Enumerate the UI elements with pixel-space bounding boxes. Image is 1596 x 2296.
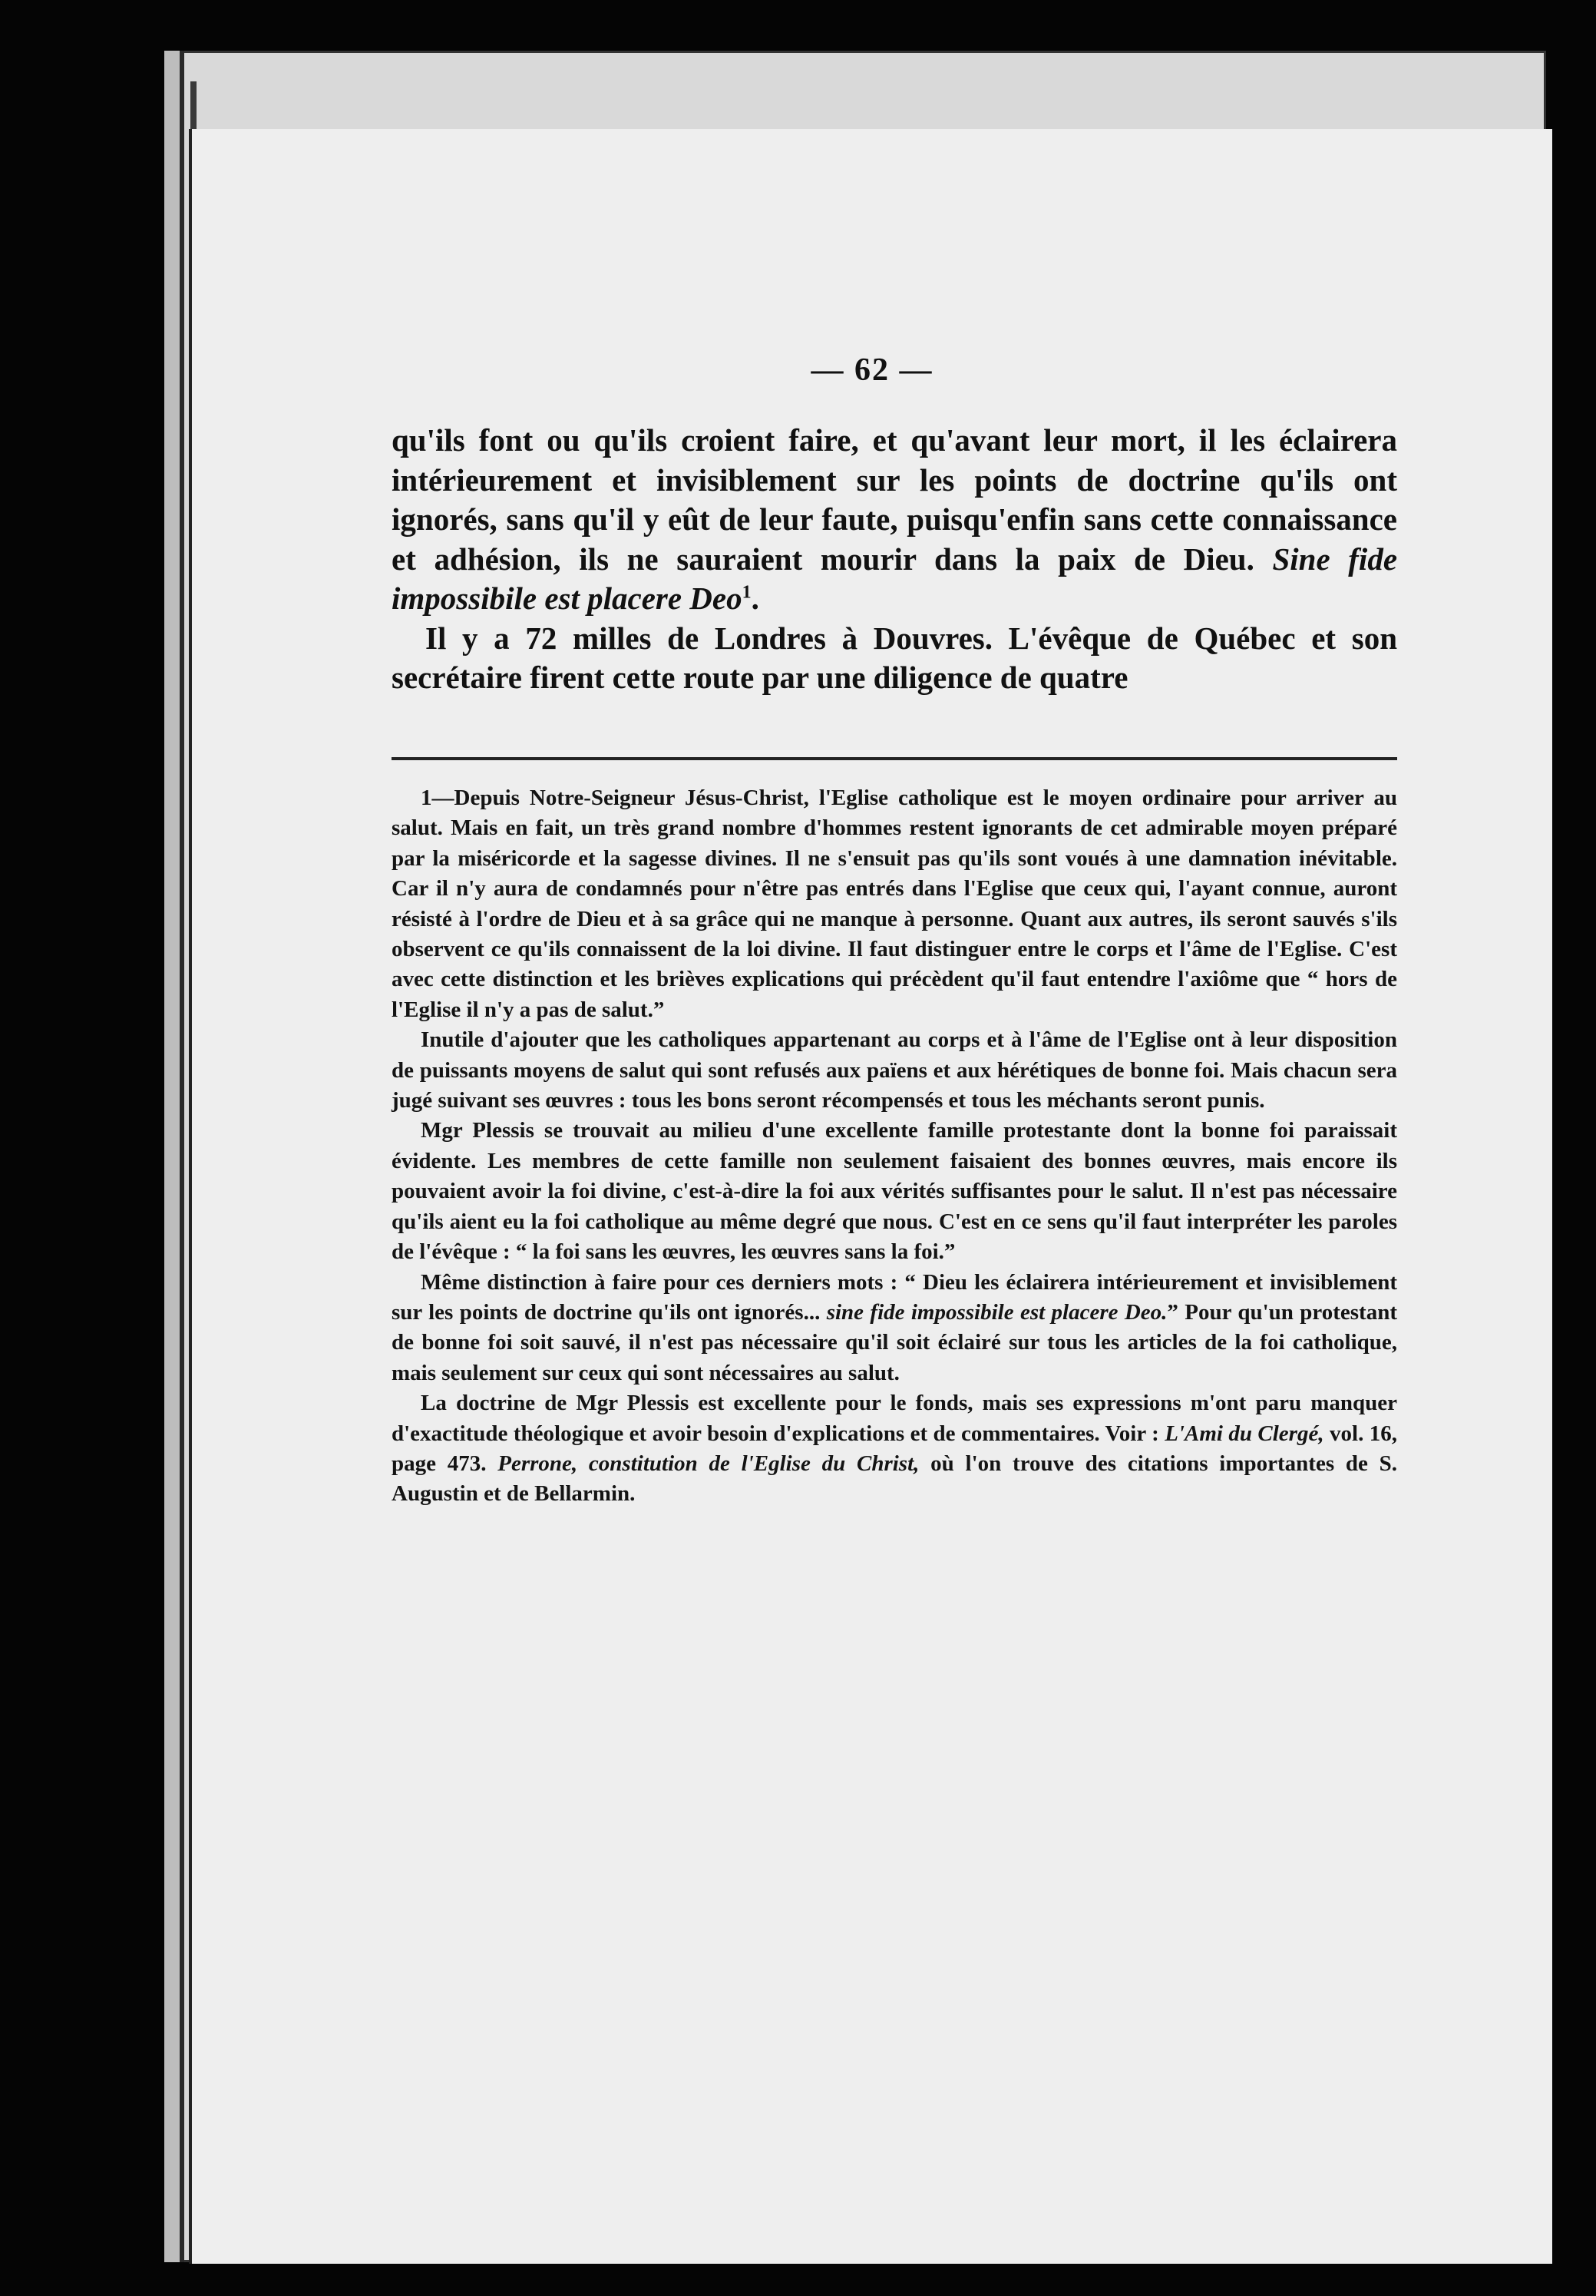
footnote-paragraph-4 (392, 1268, 1397, 1389)
footnote-paragraph-3 (392, 1116, 1397, 1267)
main-text (392, 421, 1397, 698)
footnote-paragraph-5-c: vol. 16, page 473. (392, 1421, 1397, 1476)
reference-ami-du-clerge: L'Ami du Clergé, (1165, 1421, 1324, 1446)
main-paragraph-1 (392, 421, 1397, 619)
footnote-paragraph-2: Inutile d'ajouter que les catholiques appartenant au corps et à l'âme de l'Eglise ont à leur disposition de puissants moyens de salut qui sont refusés aux païens et aux hérétiques de bonne foi. Mais chacun sera jugé suivant ses œuvres : tous les bons seront récompensés et tous les méchants seront punis. (392, 1027, 1397, 1113)
footnote-latin-quote: sine fide impossibile est placere Deo. (826, 1299, 1168, 1325)
page-number: — 62 — (811, 352, 933, 388)
main-paragraph-1-text: qu'ils font ou qu'ils croient faire, et qu'avant leur mort, il les éclairera intérieurement et invisiblement sur les points de doctrine qu'ils ont ignorés, sans qu'il y eût de leur faute, puisqu'enfin sans cette connaissance et adhésion, ils ne sauraient mourir dans la paix de Dieu. (392, 422, 1397, 577)
footnotes (392, 783, 1397, 1510)
footnote-ref: 1 (742, 582, 752, 603)
main-paragraph-1-end: . (751, 581, 759, 616)
footnote-paragraph-5-d: où l'on trouve des citations importantes de S. Augustin et de Bellarmin. (392, 1451, 1398, 1507)
footnote-paragraph-5 (392, 1388, 1397, 1510)
book-page (189, 129, 1552, 2264)
footnote-paragraph-3-text: Plessis se trouvait au milieu d'une excellente famille protestante dont la bonne foi paraissait évidente. Les membres de cette famille non seulement faisaient des bonnes œuvres, mais encore ils pouvaient avoir la foi divine, c'est-à-dire la foi aux vérités suffisantes pour le salut. Il n'est pas nécessaire qu'ils aient eu la foi catholique au même degré que nous. C'est en ce sens qu'il faut interpréter les paroles de l'évêque : “ la foi sans les œuvres, les œuvres sans la foi.” (392, 1118, 1397, 1265)
binding-edge (164, 51, 184, 2262)
footnote-1: 1—Depuis Notre-Seigneur Jésus-Christ, l'Eglise catholique est le moyen ordinaire pour arriver au salut. Mais en fait, un très grand nombre d'hommes restent ignorants de cet admirable moyen préparé par la miséricorde et la sagesse divines. Il ne s'ensuit pas qu'ils sont voués à une damnation inévitable. Car il n'y aura de condamnés pour n'être pas entrés dans l'Eglise que ceux qui, l'ayant connue, auront résisté à l'ordre de Dieu et à sa grâce qui ne manque à personne. Quant aux autres, ils seront sauvés s'ils observent ce qu'ils connaissent de la loi divine. Il faut distinguer entre le corps et l'âme de l'Eglise. C'est avec cette distinction et les brièves explications qui précèdent qu'il faut entendre l'axiôme que “ hors de l'Eglise il n'y a pas de salut.” (392, 786, 1397, 1022)
reference-perrone: Perrone, constitution de l'Eglise du Christ, (497, 1451, 920, 1476)
title-mgr-2: Mgr (576, 1391, 618, 1416)
footnote-paragraph-4-a: Même distinction à faire pour ces derniers mots : “ Dieu les éclairera intérieurement et invisiblement sur les points de doctrine qu'ils ont ignorés... (392, 1269, 1397, 1325)
footnote-paragraph-5-a: La doctrine de (421, 1391, 577, 1416)
title-mgr: Mgr (421, 1118, 463, 1143)
footnote-paragraph-5-b: Plessis est excellente pour le fonds, mais ses expressions m'ont paru manquer d'exactitude théologique et avoir besoin d'explications et de commentaires. Voir : (392, 1391, 1397, 1446)
main-paragraph-2: Il y a 72 milles de Londres à Douvres. L'évêque de Québec et son secrétaire firent cette route par une diligence de quatre (392, 620, 1397, 695)
footnote-paragraph-4-b: ” Pour qu'un protestant de bonne foi soit sauvé, il n'est pas nécessaire qu'il soit éclairé sur tous les articles de la foi catholique, mais seulement sur ceux qui sont nécessaires au salut. (392, 1299, 1398, 1385)
footnote-divider (392, 757, 1397, 760)
latin-quote: Sine fide impossibile est placere Deo (392, 541, 1398, 616)
